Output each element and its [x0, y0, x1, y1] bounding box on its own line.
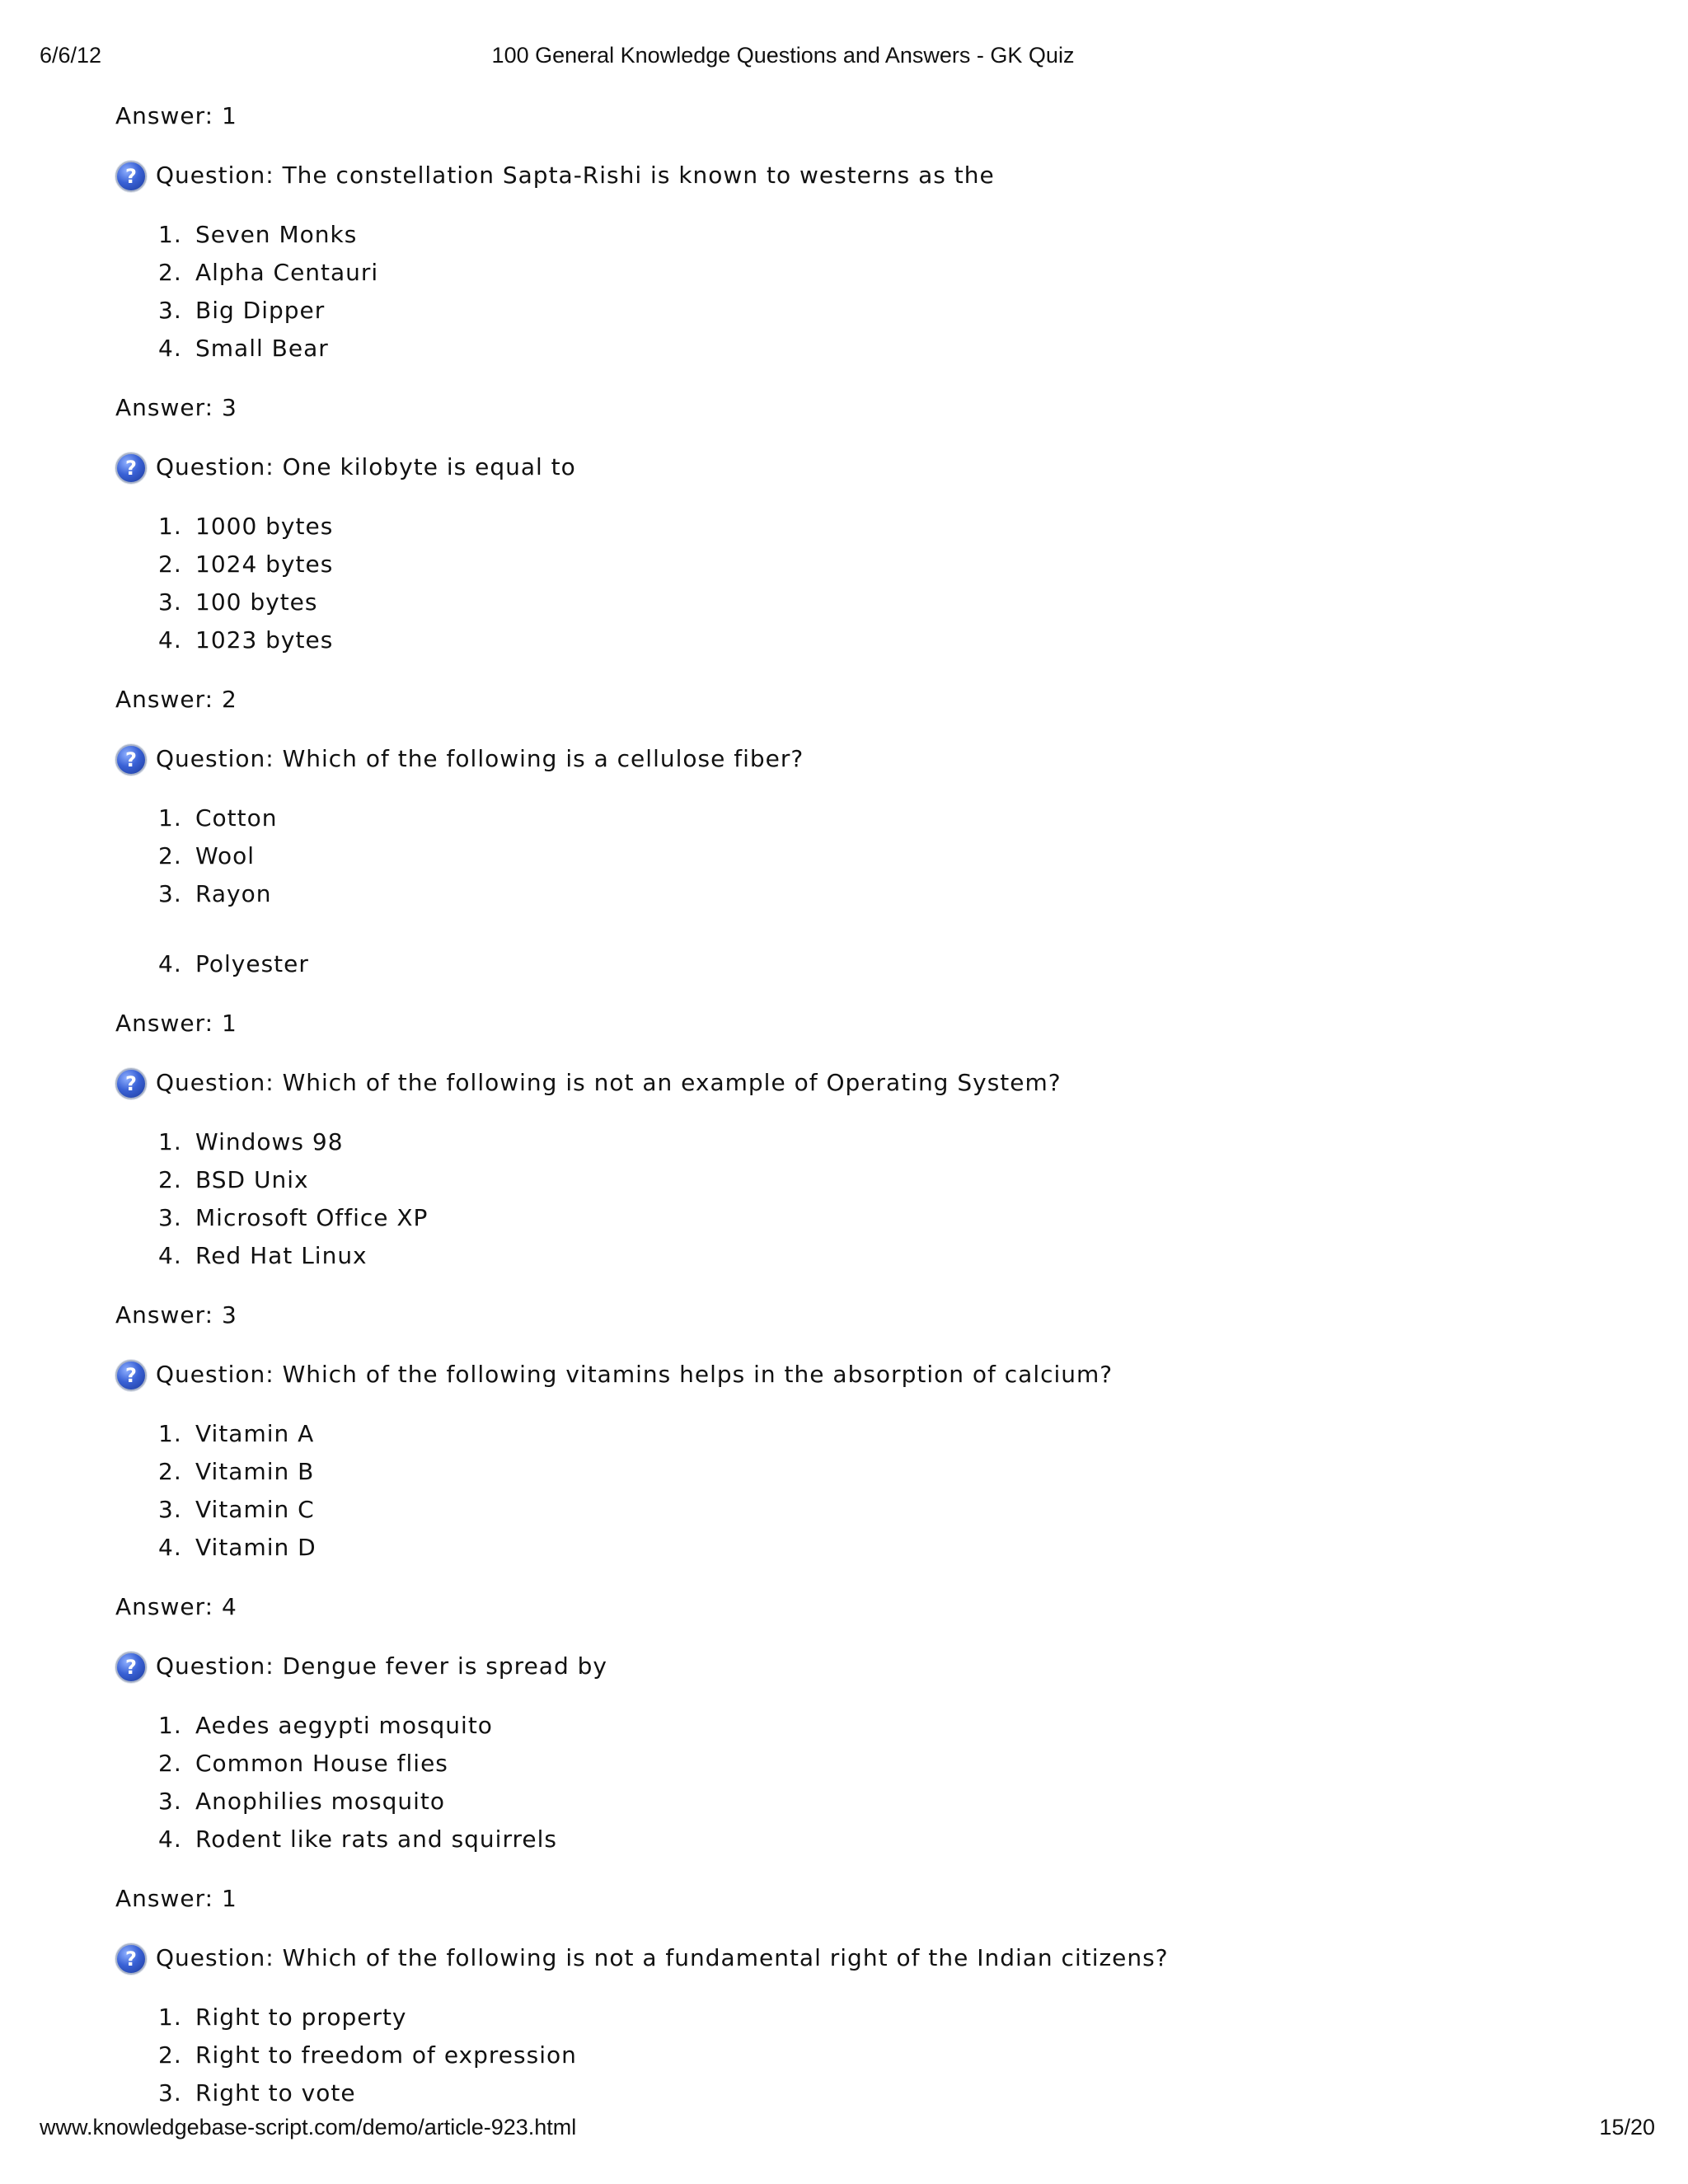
list-item: 1. Aedes aegypti mosquito — [158, 1712, 493, 1739]
question-mark-icon: ? — [115, 1360, 147, 1391]
list-item: 3. Microsoft Office XP — [158, 1204, 429, 1231]
list-item: 3. Vitamin C — [158, 1496, 315, 1523]
page-number: 15/20 — [1599, 2115, 1655, 2139]
question-line — [115, 1939, 1648, 1977]
question-text: Question: Which of the following is a cellulose fiber? — [156, 745, 804, 772]
question-mark-icon: ? — [115, 744, 147, 776]
question-text: Question: Dengue fever is spread by — [156, 1652, 607, 1680]
list-item: 4. Rodent like rats and squirrels — [158, 1825, 557, 1853]
list-item: 3. Rayon — [158, 880, 272, 907]
page-title: 100 General Knowledge Questions and Answers - GK Quiz — [491, 43, 1075, 68]
list-item: 4. Polyester — [158, 950, 309, 977]
list-item: 3. Anophilies mosquito — [158, 1788, 446, 1815]
list-item: 2. Wool — [158, 842, 256, 869]
list-item: 3. 100 bytes — [158, 588, 318, 616]
answer-text: Answer: 2 — [115, 686, 237, 713]
option-list — [115, 1415, 1648, 1567]
list-item: 1. Seven Monks — [158, 221, 358, 248]
question-line — [115, 448, 1648, 486]
question-line — [115, 740, 1648, 778]
answer-text: Answer: 1 — [115, 1010, 237, 1037]
answer-text: Answer: 3 — [115, 394, 237, 421]
list-item: 1. Vitamin A — [158, 1420, 315, 1447]
list-item: 4. Vitamin D — [158, 1534, 316, 1561]
list-item: 2. Right to freedom of expression — [158, 2041, 577, 2069]
question-mark-icon: ? — [115, 452, 147, 484]
quiz-content — [115, 97, 1648, 2134]
list-item: 2. 1024 bytes — [158, 551, 334, 578]
list-item: 1. 1000 bytes — [158, 513, 334, 540]
list-item: 4. 1023 bytes — [158, 626, 334, 654]
answer-text: Answer: 3 — [115, 1301, 237, 1329]
source-url: www.knowledgebase-script.com/demo/article-923.html — [40, 2115, 577, 2139]
answer-text: Answer: 1 — [115, 1885, 237, 1912]
print-date: 6/6/12 — [40, 43, 102, 68]
question-mark-icon: ? — [115, 1943, 147, 1975]
option-list — [115, 1707, 1648, 1858]
question-text: Question: Which of the following vitamins helps in the absorption of calcium? — [156, 1361, 1114, 1388]
option-list — [115, 799, 1648, 983]
option-list — [115, 508, 1648, 659]
list-item: 2. BSD Unix — [158, 1166, 309, 1193]
question-line — [115, 1064, 1648, 1102]
question-mark-icon: ? — [115, 1652, 147, 1683]
list-item: 2. Common House flies — [158, 1750, 448, 1777]
page-footer — [0, 2115, 1688, 2144]
question-text: Question: Which of the following is not an example of Operating System? — [156, 1069, 1062, 1096]
list-item: 4. Red Hat Linux — [158, 1242, 368, 1269]
list-item: 1. Cotton — [158, 804, 278, 832]
list-item: 4. Small Bear — [158, 335, 329, 362]
question-line — [115, 1356, 1648, 1394]
option-list — [115, 1123, 1648, 1275]
list-item: 1. Windows 98 — [158, 1128, 344, 1155]
question-text: Question: Which of the following is not a fundamental right of the Indian citizens? — [156, 1944, 1169, 1971]
list-item: 1. Right to property — [158, 2004, 407, 2031]
option-list — [115, 216, 1648, 368]
question-line — [115, 157, 1648, 194]
page-header — [0, 43, 1688, 73]
question-line — [115, 1647, 1648, 1685]
answer-text: Answer: 4 — [115, 1593, 237, 1620]
list-item: 3. Big Dipper — [158, 297, 326, 324]
list-item: 3. Right to vote — [158, 2079, 356, 2107]
list-item: 2. Alpha Centauri — [158, 259, 379, 286]
question-text: Question: One kilobyte is equal to — [156, 453, 576, 480]
list-item: 2. Vitamin B — [158, 1458, 315, 1485]
question-mark-icon: ? — [115, 161, 147, 192]
answer-text: Answer: 1 — [115, 102, 237, 129]
option-list — [115, 1999, 1648, 2112]
question-text: Question: The constellation Sapta-Rishi is known to westerns as the — [156, 162, 995, 189]
question-mark-icon: ? — [115, 1068, 147, 1099]
